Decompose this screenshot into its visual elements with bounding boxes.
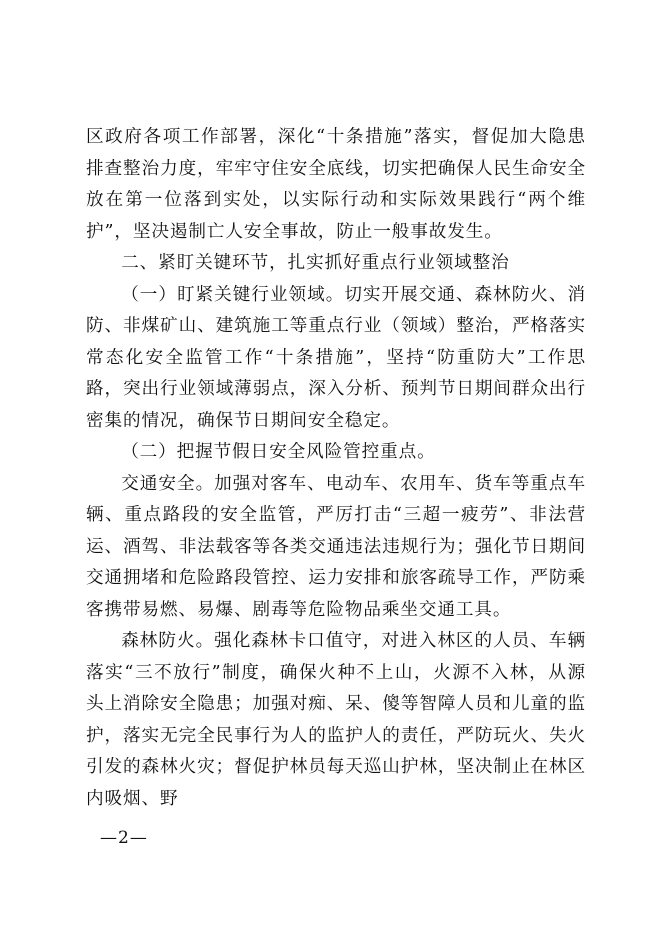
document-body	[86, 122, 586, 815]
page-number: —2—	[100, 828, 148, 848]
paragraph-continuation: 区政府各项工作部署，深化“十条措施”落实，督促加大隐患排查整治力度，牢牢守住安全底线，切实把确保人民生命安全放在第一位落到实处，以实际行动和实际效果践行“两个维护”，坚决遏制亡人安全事故，防止一般事故发生。	[86, 127, 586, 242]
subsection-1-paragraph: （一）盯紧关键行业领域。切实开展交通、森林防火、消防、非煤矿山、建筑施工等重点行业（领域）整治，严格落实常态化安全监管工作“十条措施”，坚持“防重防大”工作思路，突出行业领域薄弱点，深入分析、预判节日期间群众出行密集的情况，确保节日期间安全稳定。	[86, 284, 586, 431]
traffic-safety-paragraph: 交通安全。加强对客车、电动车、农用车、货车等重点车辆、重点路段的安全监管，严厉打击“三超一疲劳”、非法营运、酒驾、非法载客等各类交通违法违规行为；强化节日期间交通拥堵和危险路段管控、运力安排和旅客疏导工作，严防乘客携带易燃、易爆、剧毒等危险物品乘坐交通工具。	[86, 473, 586, 620]
subsection-2-heading: （二）把握节假日安全风险管控重点。	[121, 442, 436, 462]
forest-fire-paragraph: 森林防火。强化森林卡口值守，对进入林区的人员、车辆落实“三不放行”制度，确保火种不上山，火源不入林，从源头上消除安全隐患；加强对痴、呆、傻等智障人员和儿童的监护，落实无完全民事行为人的监护人的责任，严防玩火、失火引发的森林火灾；督促护林员每天巡山护林，坚决制止在林区内吸烟、野	[86, 631, 586, 809]
section-heading-2: 二、紧盯关键环节，扎实抓好重点行业领域整治	[121, 253, 510, 273]
